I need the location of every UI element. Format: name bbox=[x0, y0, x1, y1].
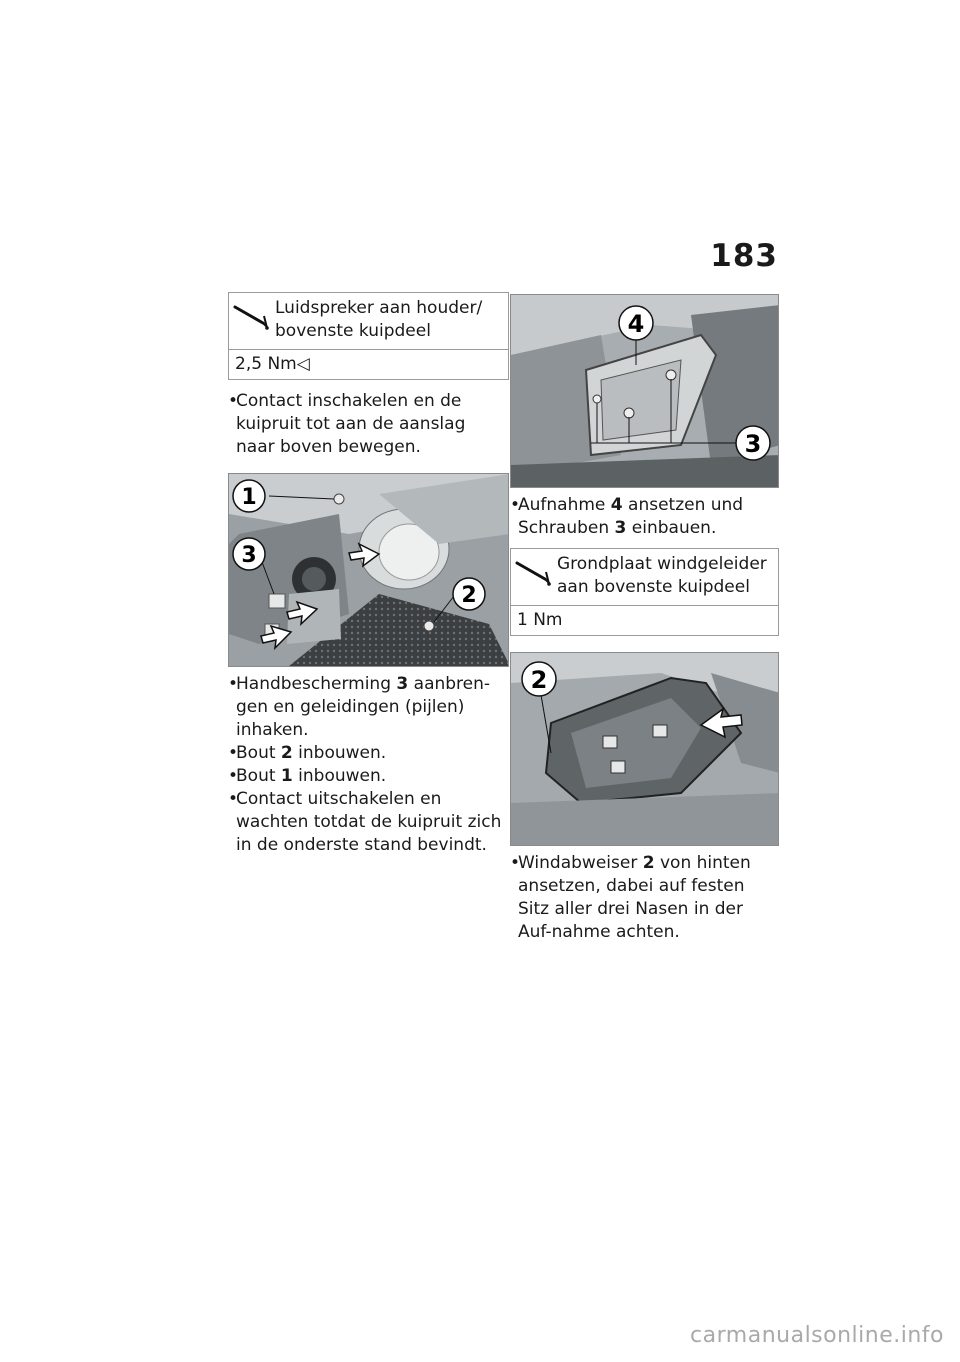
step-list-3 bbox=[510, 494, 779, 540]
right-column bbox=[510, 294, 779, 944]
callout-label: 1 bbox=[241, 485, 257, 510]
callout-label: 3 bbox=[744, 430, 762, 458]
list-item: • Contact inschakelen en de kuipruit tot aan de aanslag naar boven bewegen. bbox=[228, 390, 509, 459]
spec-header bbox=[511, 549, 778, 606]
torque-spec-speaker bbox=[228, 292, 509, 380]
list-item: • Contact uitschakelen en wachten totdat de kuipruit zich in de onderste stand bevindt. bbox=[228, 788, 509, 857]
list-item: • Bout 1 inbouwen. bbox=[228, 765, 509, 788]
figure-mount bbox=[510, 294, 779, 488]
figure-deflector bbox=[510, 652, 779, 846]
torque-spec-baseplate bbox=[510, 548, 779, 636]
callout-label: 2 bbox=[461, 583, 477, 608]
list-item: • Bout 2 inbouwen. bbox=[228, 742, 509, 765]
spec-value: 1 Nm bbox=[517, 610, 563, 630]
list-item: • Aufnahme 4 ansetzen und Schrauben 3 einbauen. bbox=[510, 494, 779, 540]
spec-title: Luidspreker aan houder/ bovenste kuipdeel bbox=[275, 298, 483, 341]
spec-value: 2,5 Nm◁ bbox=[235, 354, 310, 374]
list-item: • Handbescherming 3 aanbren-gen en geleidingen (pijlen) inhaken. bbox=[228, 673, 509, 742]
callout-label: 2 bbox=[530, 666, 548, 694]
callout-label: 3 bbox=[241, 543, 257, 568]
callout-label: 4 bbox=[627, 310, 645, 338]
spec-header bbox=[229, 293, 508, 350]
list-item: • Windabweiser 2 von hinten ansetzen, dabei auf festen Sitz aller drei Nasen in der Auf-nahme achten. bbox=[510, 852, 779, 944]
page-number: 183 bbox=[710, 238, 778, 274]
left-column bbox=[228, 292, 509, 857]
step-list-1 bbox=[228, 390, 509, 459]
torque-wrench-icon bbox=[233, 301, 273, 331]
torque-wrench-icon bbox=[515, 557, 555, 587]
watermark-text: carmanualsonline.info bbox=[690, 1323, 944, 1348]
figure-handguard bbox=[228, 473, 509, 667]
step-list-4 bbox=[510, 852, 779, 944]
step-list-2 bbox=[228, 673, 509, 857]
spec-title: Grondplaat windgeleider aan bovenste kuipdeel bbox=[557, 554, 767, 597]
